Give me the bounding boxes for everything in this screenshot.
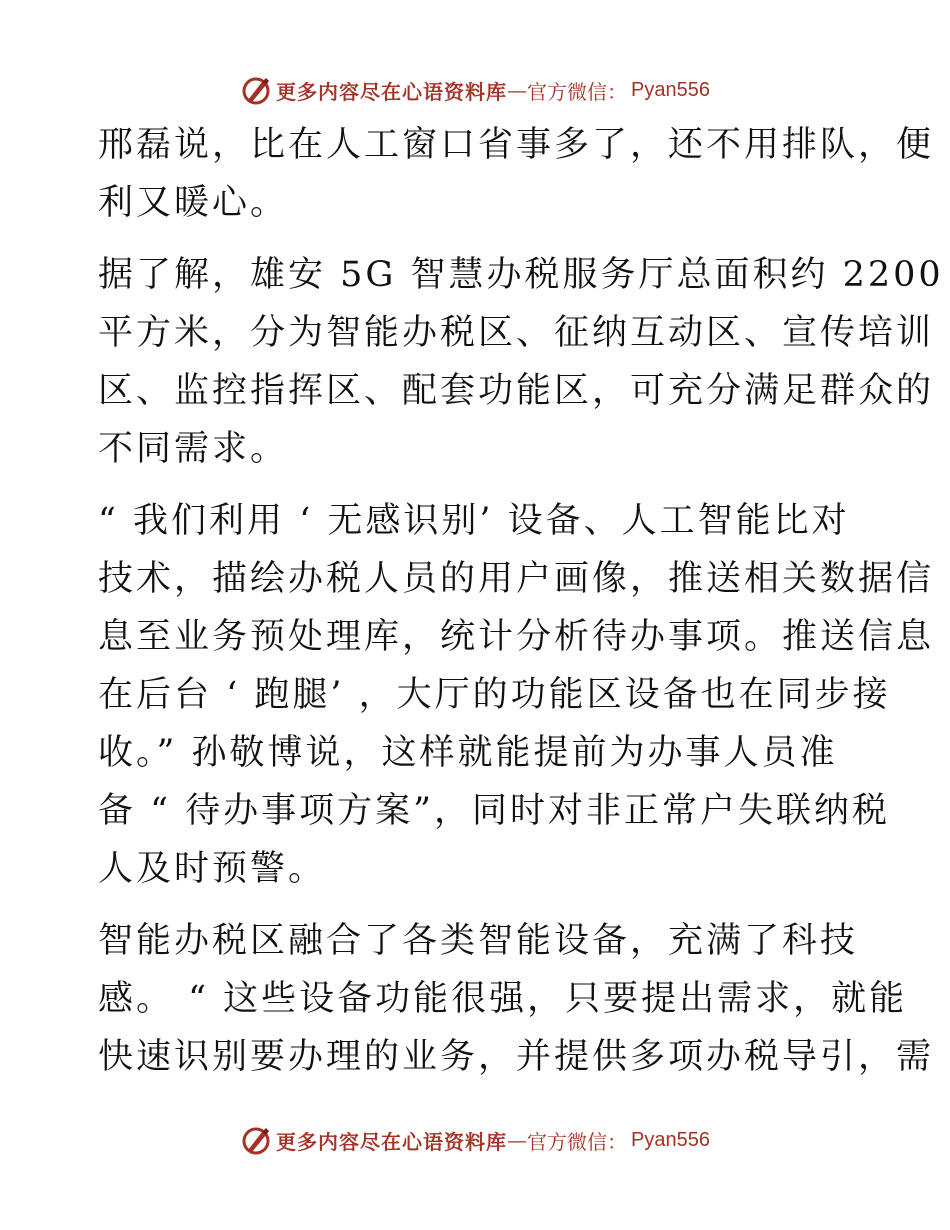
banner-wechat-id: Pyan556	[631, 1128, 710, 1151]
text-line: 人及时预警。	[98, 849, 327, 889]
paragraph-4	[98, 912, 935, 1086]
text-line: 区、监控指挥区、配套功能区，可充分满足群众的	[98, 371, 935, 411]
banner-official-label: 官方微信：	[527, 1129, 628, 1154]
paragraph-1	[98, 116, 935, 232]
text-line: 平方米，分为智能办税区、征纳互动区、宣传培训	[98, 313, 935, 353]
text-line: 息至业务预处理库，统计分析待办事项。推送信息	[98, 617, 935, 657]
text-line: 收。” 孙敬博说，这样就能提前为办事人员准	[98, 733, 838, 773]
banner-official-label: 官方微信：	[527, 79, 628, 104]
banner-text: 更多内容尽在心语资料库	[276, 1129, 508, 1154]
text-line: 利又暖心。	[98, 183, 289, 223]
text-line: 据了解，雄安 5G 智慧办税服务厅总面积约 2200	[98, 255, 944, 295]
text-line: 技术，描绘办税人员的用户画像，推送相关数据信	[98, 559, 935, 599]
text-line: “ 我们利用 ‘ 无感识别’ 设备、人工智能比对	[98, 501, 850, 541]
text-line: 备 “ 待办事项方案”，同时对非正常户失联纳税	[98, 791, 891, 831]
pen-logo-icon	[240, 1124, 272, 1156]
text-line: 快速识别要办理的业务，并提供多项办税导引，需	[98, 1037, 935, 1077]
footer-banner	[0, 1120, 950, 1160]
text-line: 邢磊说，比在人工窗口省事多了，还不用排队，便	[98, 125, 935, 165]
text-line: 在后台 ‘ 跑腿’ ，大厅的功能区设备也在同步接	[98, 675, 891, 715]
banner-wechat-id: Pyan556	[631, 78, 710, 101]
document-body	[98, 116, 944, 1100]
banner-separator: —	[507, 1128, 528, 1152]
banner-text: 更多内容尽在心语资料库	[276, 79, 508, 104]
header-banner	[0, 70, 950, 110]
paragraph-2	[98, 246, 944, 478]
banner-separator: —	[507, 78, 528, 102]
pen-logo-icon	[240, 74, 272, 106]
text-line: 感。 “ 这些设备功能很强，只要提出需求，就能	[98, 979, 908, 1019]
paragraph-3	[98, 492, 935, 898]
text-line: 不同需求。	[98, 429, 289, 469]
text-line: 智能办税区融合了各类智能设备，充满了科技	[98, 921, 859, 961]
